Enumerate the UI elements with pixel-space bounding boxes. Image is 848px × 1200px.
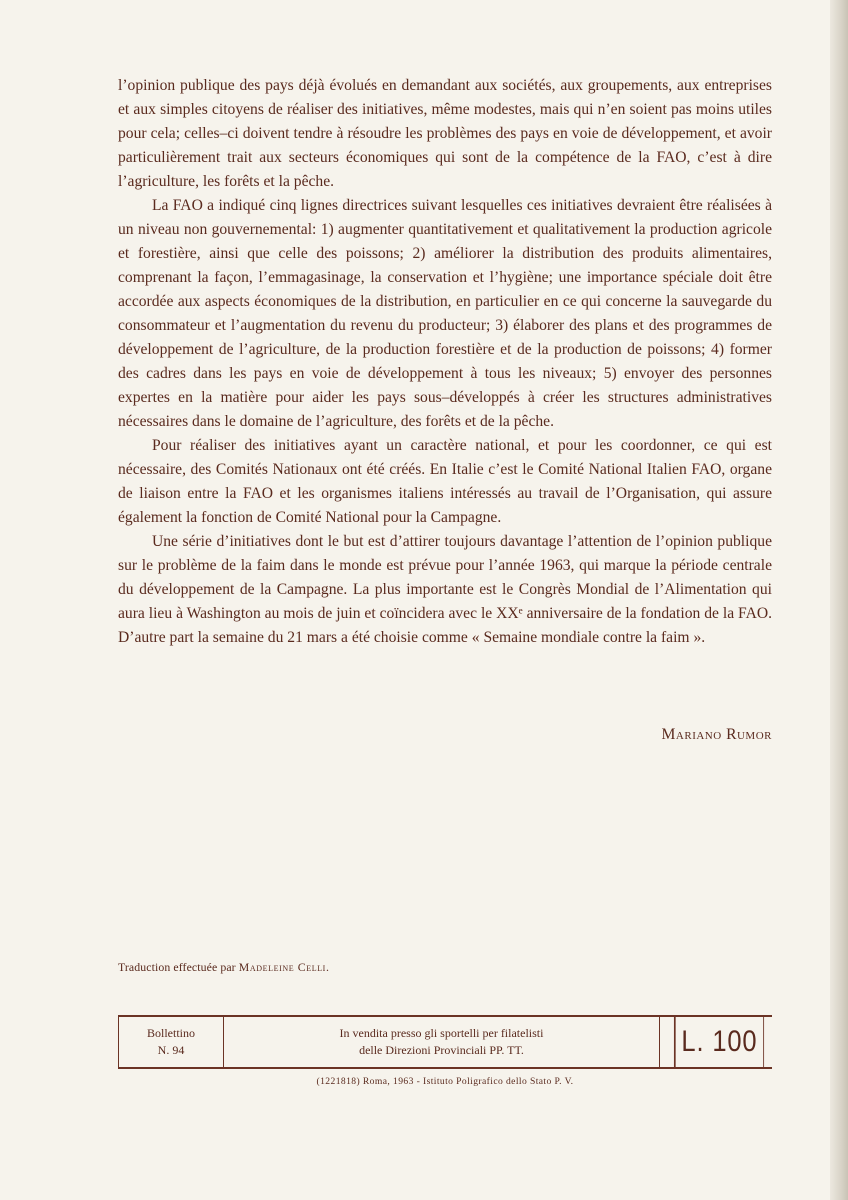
paragraph-4: Une série d’initiatives dont le but est d’attirer toujours davantage l’attention de l’opinion publique sur le problème de la faim dans le monde est prévue pour l’année 1963, qui marque la période centrale du développement de la Campagne. La plus importante est le Congrès Mondial de l’Alimentation qui aura lieu à Washington au mois de juin et coïncidera avec le XXᵉ anniversaire de la fondation de la FAO. D’autre part la semaine du 21 mars a été choisie comme « Semaine mondiale contre la faim ». [118,533,772,646]
footer-spacer [660,1017,666,1067]
paragraph-3: Pour réaliser des initiatives ayant un caractère national, et pour les coordonner, ce qui est nécessaire, des Comités Nationaux ont été créés. En Italie c’est le Comité National Italien FAO, organe de liaison entre la FAO et les organismes italiens intéressés au travail de l’Organisation, qui assure également la fonction de Comité National pour la Campagne. [118,437,772,526]
translation-prefix: Traduction effectuée par [118,960,236,974]
translator-name: Madeleine Celli. [238,960,330,974]
paragraph-1: l’opinion publique des pays déjà évolués en demandant aux sociétés, aux groupements, aux entreprises et aux simples citoyens de réaliser des initiatives, même modestes, mais qui n’en soient pas moins utiles pour cela; celles–ci doivent tendre à résoudre les problèmes des pays en voie de développement, et avoir particulièrement trait aux secteurs économiques qui sont de la compétence de la FAO, c’est à dire l’agriculture, les forêts et la pêche. [118,77,772,190]
bulletin-cell [118,1017,224,1067]
printer-imprint: (1221818) Roma, 1963 - Istituto Poligrafico dello Stato P. V. [316,1076,574,1087]
bulletin-number: N. 94 [157,1043,185,1057]
price-cell: L. 100 [674,1017,764,1067]
paragraph-2: La FAO a indiqué cinq lignes directrices suivant lesquelles ces initiatives devraient être réalisées à un niveau non gouvernemental: 1) augmenter quantitativement et qualitativement la production agricole et forestière, ainsi que celle des poissons; 2) améliorer la distribution des produits alimentaires, comprenant la façon, l’emmagasinage, la conservation et l’hygiène; une importance spéciale doit être accordée aux aspects économiques de la distribution, en particulier en ce qui concerne la sauvegarde du consommateur et l’augmentation du revenu du producteur; 3) élaborer des plans et des programmes de développement de l’agriculture, de la production forestière et de la production de poissons; 4) former des cadres dans les pays en voie de développement à tous les niveaux; 5) envoyer des personnes expertes en la matière pour aider les pays sous–développés à créer les structures administratives nécessaires dans le domaine de l’agriculture, des forêts et de la pêche. [118,197,772,430]
sale-info-line-1: In vendita presso gli sportelli per filatelisti [339,1026,544,1040]
sale-info-line-2: delle Direzioni Provinciali PP. TT. [359,1043,524,1057]
page-edge [830,0,848,1200]
bulletin-label: Bollettino [147,1026,195,1040]
article-body [118,74,772,650]
sales-footer [118,1015,772,1069]
translation-credit [118,960,718,975]
author-signature: Mariano Rumor [661,726,772,743]
sale-info-cell [224,1017,660,1067]
